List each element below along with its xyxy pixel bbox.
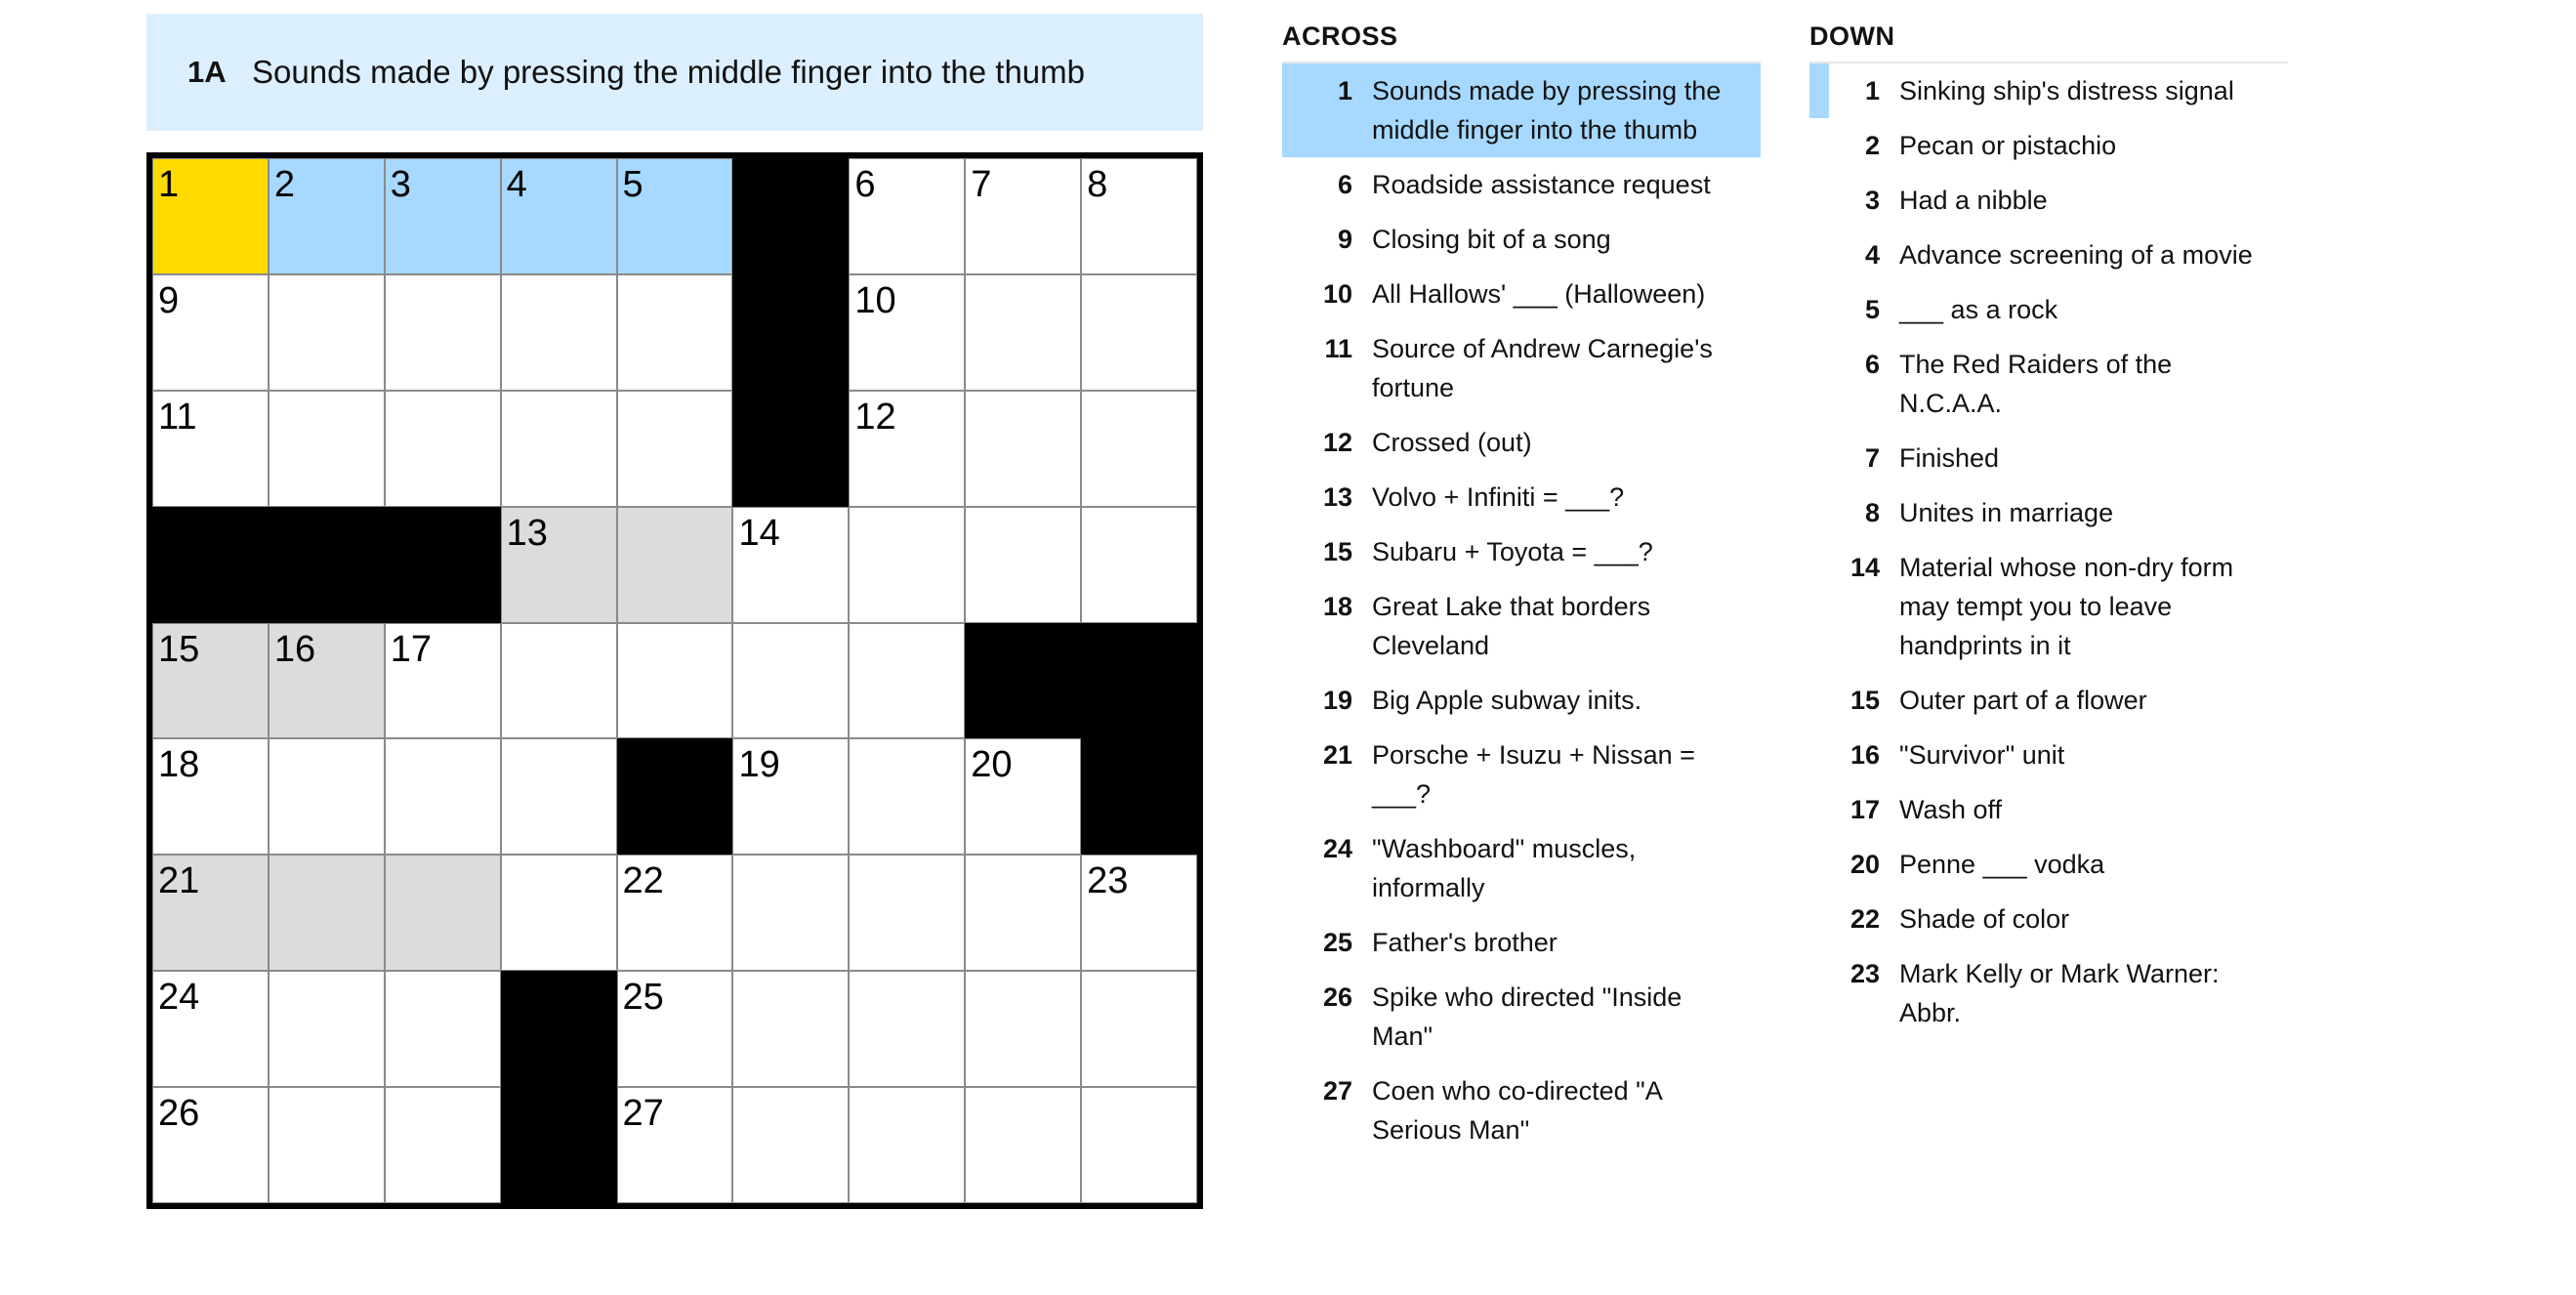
grid-cell[interactable] xyxy=(965,507,1081,623)
grid-cell[interactable] xyxy=(385,158,501,274)
clue-number: 10 xyxy=(1322,279,1352,309)
grid-cell[interactable] xyxy=(152,971,269,1087)
clue-number: 16 xyxy=(1849,740,1880,770)
grid-cell[interactable] xyxy=(965,971,1081,1087)
cell-number: 25 xyxy=(622,977,664,1019)
grid-cell[interactable] xyxy=(617,971,733,1087)
clue-text: Sounds made by pressing the middle finger into the thumb xyxy=(1372,76,1722,145)
black-square xyxy=(385,507,501,623)
grid-cell[interactable] xyxy=(269,158,385,274)
cell-number: 27 xyxy=(622,1093,664,1135)
clue-text: Closing bit of a song xyxy=(1372,225,1611,254)
down-heading: DOWN xyxy=(1809,21,2288,63)
grid-cell[interactable] xyxy=(1081,274,1197,391)
black-square xyxy=(965,623,1081,739)
grid-cell[interactable] xyxy=(269,738,385,855)
clue-text: Penne ___ vodka xyxy=(1899,850,2105,879)
grid-cell[interactable] xyxy=(617,623,733,739)
clue-text: Sinking ship's distress signal xyxy=(1899,76,2234,105)
down-clue-15[interactable] xyxy=(1809,673,2288,728)
down-clue-16[interactable] xyxy=(1809,728,2288,782)
black-square xyxy=(732,274,849,391)
grid-cell[interactable] xyxy=(269,391,385,507)
clue-number: 27 xyxy=(1322,1076,1352,1106)
clue-number: 6 xyxy=(1337,170,1352,199)
across-clue-9[interactable] xyxy=(1282,212,1761,267)
grid-cell[interactable] xyxy=(965,158,1081,274)
grid-cell[interactable] xyxy=(617,507,733,623)
cell-number: 16 xyxy=(273,628,316,670)
clue-text: Finished xyxy=(1899,443,2000,473)
clue-text: All Hallows' ___ (Halloween) xyxy=(1372,279,1706,309)
down-clue-20[interactable] xyxy=(1809,837,2288,892)
clue-number: 25 xyxy=(1322,928,1352,957)
clue-text: Advance screening of a movie xyxy=(1899,240,2253,270)
clue-number: 26 xyxy=(1322,982,1352,1012)
across-clue-11[interactable] xyxy=(1282,321,1761,415)
down-clue-7[interactable] xyxy=(1809,431,2288,485)
grid-cell[interactable] xyxy=(385,391,501,507)
across-clue-25[interactable] xyxy=(1282,915,1761,970)
grid-cell[interactable] xyxy=(385,1087,501,1203)
clue-text: Shade of color xyxy=(1899,904,2070,934)
clue-number: 21 xyxy=(1322,740,1352,770)
cell-number: 26 xyxy=(158,1093,200,1135)
grid-cell[interactable] xyxy=(849,158,965,274)
clue-text: The Red Raiders of the N.C.A.A. xyxy=(1899,350,2173,418)
down-clues xyxy=(1809,63,2288,1040)
grid-cell[interactable] xyxy=(385,971,501,1087)
cell-number: 18 xyxy=(158,744,200,786)
clue-number: 17 xyxy=(1849,795,1880,824)
black-square xyxy=(269,507,385,623)
clue-text: "Survivor" unit xyxy=(1899,740,2065,770)
grid-cell[interactable] xyxy=(152,855,269,971)
clue-number: 14 xyxy=(1849,553,1880,582)
grid-cell[interactable] xyxy=(1081,507,1197,623)
clue-text: Father's brother xyxy=(1372,928,1558,957)
grid-cell[interactable] xyxy=(732,623,849,739)
clue-number: 1 xyxy=(1337,76,1352,105)
clue-text: Spike who directed "Inside Man" xyxy=(1372,982,1683,1051)
clue-number: 24 xyxy=(1322,834,1352,863)
grid-cell[interactable] xyxy=(965,391,1081,507)
clue-text: Source of Andrew Carnegie's fortune xyxy=(1372,334,1713,402)
grid-cell[interactable] xyxy=(849,1087,965,1203)
grid-cell[interactable] xyxy=(732,971,849,1087)
down-clue-2[interactable] xyxy=(1809,118,2288,173)
clue-text: Wash off xyxy=(1899,795,2003,824)
grid-cell[interactable] xyxy=(965,855,1081,971)
clue-text: Great Lake that borders Cleveland xyxy=(1372,592,1651,660)
across-clue-1[interactable] xyxy=(1282,63,1761,157)
cell-number: 20 xyxy=(971,744,1013,786)
clue-text: Roadside assistance request xyxy=(1372,170,1711,199)
grid-cell[interactable] xyxy=(732,507,849,623)
clue-number: 4 xyxy=(1864,240,1880,270)
cell-number: 19 xyxy=(738,744,780,786)
clue-number: 23 xyxy=(1849,959,1880,988)
across-heading: ACROSS xyxy=(1282,21,1761,63)
cell-number: 11 xyxy=(158,396,197,438)
grid-cell[interactable] xyxy=(501,738,617,855)
grid-cell[interactable] xyxy=(1081,158,1197,274)
current-clue-text: Sounds made by pressing the middle finger into the thumb xyxy=(252,54,1086,90)
down-clue-14[interactable] xyxy=(1809,540,2288,673)
clue-text: Crossed (out) xyxy=(1372,428,1532,457)
clue-number: 22 xyxy=(1849,904,1880,934)
clue-number: 1 xyxy=(1864,76,1880,105)
current-clue-bar xyxy=(146,14,1203,131)
clue-text: "Washboard" muscles, informally xyxy=(1372,834,1637,902)
cell-number: 3 xyxy=(390,164,411,205)
cell-number: 9 xyxy=(158,279,180,321)
clue-number: 19 xyxy=(1322,686,1352,715)
grid-cell[interactable] xyxy=(152,623,269,739)
grid-cell[interactable] xyxy=(152,274,269,391)
clue-text: Porsche + Isuzu + Nissan = ___? xyxy=(1372,740,1695,809)
down-clue-22[interactable] xyxy=(1809,892,2288,946)
black-square xyxy=(1081,738,1197,855)
clue-number: 9 xyxy=(1337,225,1352,254)
clue-text: Had a nibble xyxy=(1899,186,2048,215)
down-clue-5[interactable] xyxy=(1809,282,2288,337)
grid-cell[interactable] xyxy=(617,391,733,507)
grid-cell[interactable] xyxy=(501,855,617,971)
down-clue-1[interactable] xyxy=(1809,63,2288,118)
black-square xyxy=(732,391,849,507)
grid-cell[interactable] xyxy=(501,507,617,623)
grid-cell[interactable] xyxy=(617,274,733,391)
across-clue-12[interactable] xyxy=(1282,415,1761,470)
grid-cell[interactable] xyxy=(501,391,617,507)
grid-cell[interactable] xyxy=(732,738,849,855)
grid-cell[interactable] xyxy=(385,623,501,739)
crossword-grid xyxy=(146,152,1203,1209)
clue-text: Pecan or pistachio xyxy=(1899,131,2117,160)
cell-number: 4 xyxy=(506,164,527,205)
grid-cell[interactable] xyxy=(152,391,269,507)
grid-cell[interactable] xyxy=(849,623,965,739)
cell-number: 22 xyxy=(622,860,664,902)
black-square xyxy=(501,971,617,1087)
grid-cell[interactable] xyxy=(385,855,501,971)
grid-cell[interactable] xyxy=(965,1087,1081,1203)
grid-cell[interactable] xyxy=(965,274,1081,391)
grid-cell[interactable] xyxy=(501,623,617,739)
across-clue-15[interactable] xyxy=(1282,524,1761,579)
cell-number: 13 xyxy=(506,512,548,554)
grid-cell[interactable] xyxy=(849,507,965,623)
clue-number: 13 xyxy=(1322,482,1352,512)
across-clue-13[interactable] xyxy=(1282,470,1761,524)
cell-number: 15 xyxy=(158,628,200,670)
grid-cell[interactable] xyxy=(385,274,501,391)
across-clue-19[interactable] xyxy=(1282,673,1761,728)
across-clue-21[interactable] xyxy=(1282,728,1761,821)
grid-cell[interactable] xyxy=(617,1087,733,1203)
clue-number: 12 xyxy=(1322,428,1352,457)
clue-number: 2 xyxy=(1864,131,1880,160)
grid-cell[interactable] xyxy=(732,1087,849,1203)
grid-cell[interactable] xyxy=(385,738,501,855)
grid-cell[interactable] xyxy=(849,391,965,507)
down-clue-3[interactable] xyxy=(1809,173,2288,228)
grid-cell[interactable] xyxy=(1081,1087,1197,1203)
clue-text: Big Apple subway inits. xyxy=(1372,686,1642,715)
clue-text: Coen who co-directed "A Serious Man" xyxy=(1372,1076,1662,1145)
across-clue-27[interactable] xyxy=(1282,1064,1761,1157)
cell-number: 1 xyxy=(158,164,180,205)
grid-cell-selected[interactable] xyxy=(152,158,269,274)
cell-number: 12 xyxy=(854,396,896,438)
across-clue-26[interactable] xyxy=(1282,970,1761,1064)
grid-cell[interactable] xyxy=(501,158,617,274)
grid-cell[interactable] xyxy=(965,738,1081,855)
clue-number: 15 xyxy=(1849,686,1880,715)
black-square xyxy=(732,158,849,274)
across-clue-24[interactable] xyxy=(1282,821,1761,915)
across-clues xyxy=(1282,63,1761,1157)
across-clue-18[interactable] xyxy=(1282,579,1761,673)
black-square xyxy=(501,1087,617,1203)
cell-number: 14 xyxy=(738,512,780,554)
grid-cell[interactable] xyxy=(617,158,733,274)
down-clue-list xyxy=(1809,21,2288,1040)
grid-cell[interactable] xyxy=(269,855,385,971)
clue-number: 20 xyxy=(1849,850,1880,879)
clue-number: 3 xyxy=(1864,186,1880,215)
grid-cell[interactable] xyxy=(1081,855,1197,971)
black-square xyxy=(152,507,269,623)
cell-number: 24 xyxy=(158,977,200,1019)
clue-text: Volvo + Infiniti = ___? xyxy=(1372,482,1625,512)
clue-number: 5 xyxy=(1864,295,1880,324)
grid-cell[interactable] xyxy=(617,855,733,971)
grid-cell[interactable] xyxy=(152,738,269,855)
cell-number: 6 xyxy=(854,164,876,205)
down-clue-23[interactable] xyxy=(1809,946,2288,1040)
clue-number: 18 xyxy=(1322,592,1352,621)
clue-text: Subaru + Toyota = ___? xyxy=(1372,537,1653,566)
clue-number: 7 xyxy=(1864,443,1880,473)
clue-text: Outer part of a flower xyxy=(1899,686,2147,715)
current-clue-number: 1A xyxy=(187,55,227,89)
cell-number: 5 xyxy=(622,164,644,205)
cell-number: 2 xyxy=(273,164,296,205)
grid-cell[interactable] xyxy=(849,855,965,971)
clue-text: ___ as a rock xyxy=(1899,295,2058,324)
across-clue-6[interactable] xyxy=(1282,157,1761,212)
grid-cell[interactable] xyxy=(1081,391,1197,507)
grid-cell[interactable] xyxy=(1081,971,1197,1087)
cell-number: 7 xyxy=(971,164,992,205)
across-clue-10[interactable] xyxy=(1282,267,1761,321)
clue-text: Material whose non-dry form may tempt you to leave handprints in it xyxy=(1899,553,2234,660)
grid-cell[interactable] xyxy=(732,855,849,971)
grid-cell[interactable] xyxy=(269,971,385,1087)
cell-number: 17 xyxy=(390,628,433,670)
cell-number: 10 xyxy=(854,279,896,321)
across-clue-list xyxy=(1282,21,1761,1157)
clue-number: 11 xyxy=(1324,334,1352,363)
cell-number: 21 xyxy=(158,860,200,902)
clue-text: Mark Kelly or Mark Warner: Abbr. xyxy=(1899,959,2220,1027)
down-clue-17[interactable] xyxy=(1809,782,2288,837)
cell-number: 8 xyxy=(1087,164,1108,205)
clue-number: 8 xyxy=(1864,498,1880,527)
down-clue-6[interactable] xyxy=(1809,337,2288,431)
grid-cell[interactable] xyxy=(269,274,385,391)
down-clue-8[interactable] xyxy=(1809,485,2288,540)
grid-cell[interactable] xyxy=(849,971,965,1087)
clue-text: Unites in marriage xyxy=(1899,498,2114,527)
grid-cell[interactable] xyxy=(269,623,385,739)
down-clue-4[interactable] xyxy=(1809,228,2288,282)
black-square xyxy=(617,738,733,855)
grid-cell[interactable] xyxy=(501,274,617,391)
clue-number: 15 xyxy=(1322,537,1352,566)
clue-number: 6 xyxy=(1864,350,1880,379)
grid-cell[interactable] xyxy=(849,274,965,391)
grid-cell[interactable] xyxy=(269,1087,385,1203)
grid-cell[interactable] xyxy=(849,738,965,855)
grid-cell[interactable] xyxy=(152,1087,269,1203)
cell-number: 23 xyxy=(1087,860,1129,902)
black-square xyxy=(1081,623,1197,739)
